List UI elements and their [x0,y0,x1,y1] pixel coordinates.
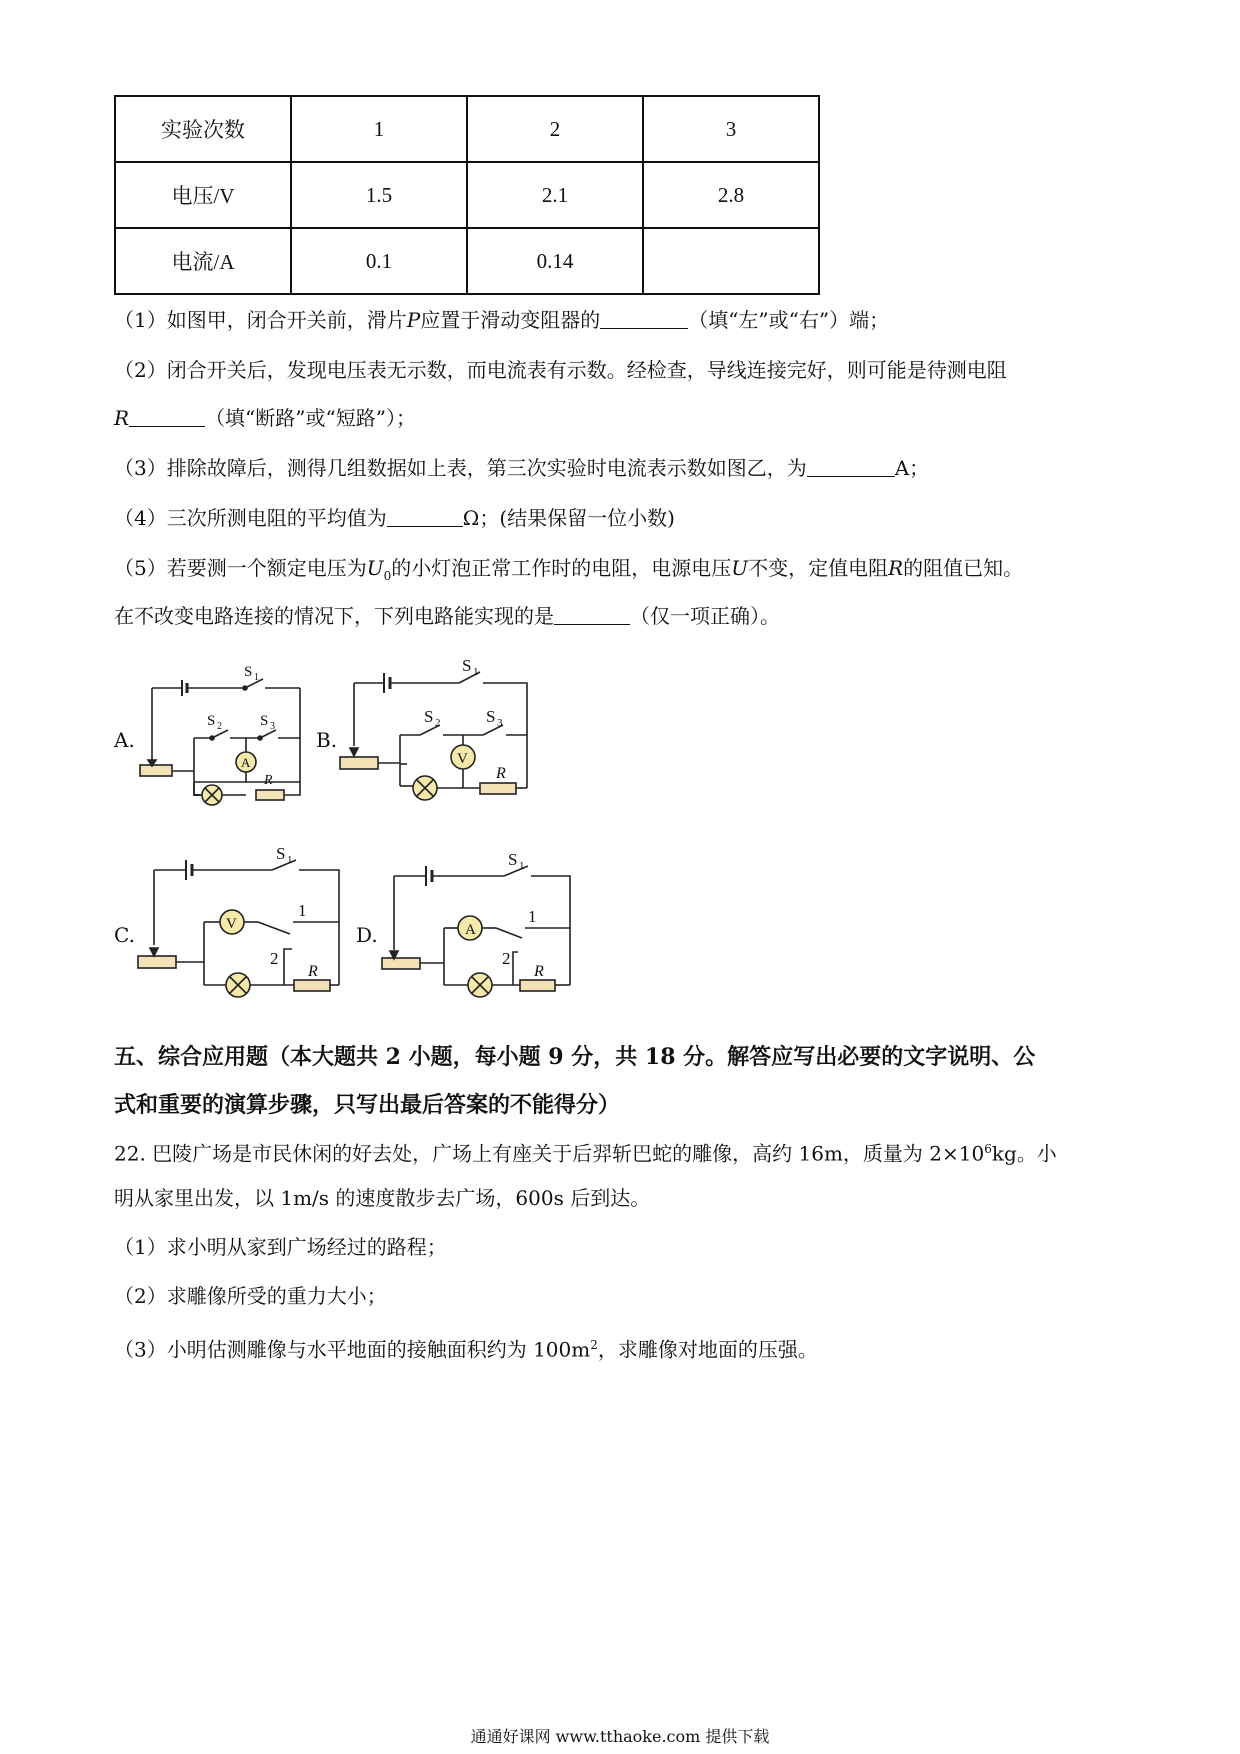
sup: 2 [590,1338,598,1352]
label-sub: 1 [254,672,259,683]
table-cell: 3 [643,96,819,162]
label-s1: S [276,844,286,863]
text: （3）小明估测雕像与水平地面的接触面积约为 100m [114,1337,591,1362]
var: U [366,556,384,580]
label-s2: S [424,707,434,726]
switch-pos-2: 2 [270,949,279,968]
text: 的小灯泡正常工作时的电阻，电源电压 [391,556,732,580]
label-sub: 2 [217,721,222,732]
text: 在不改变电路连接的情况下，下列电路能实现的是 [114,604,554,628]
footer: 通通好课网 www.tthaoke.com 提供下载 [470,1727,770,1746]
option-b-label: B. [316,728,338,752]
switch-pos-1: 1 [298,901,307,920]
text: （仅一项正确）。 [630,604,780,628]
text: kg。小 [991,1141,1057,1166]
var: U [731,556,749,580]
voltmeter-label: V [457,751,468,767]
voltmeter-label: V [226,916,237,932]
table-cell: 0.14 [467,228,643,294]
var: R [888,556,904,580]
table-cell: 1 [291,96,467,162]
question-22-sub1: （1）求小明从家到广场经过的路程； [114,1235,447,1259]
text: （填“断路”或“短路”）； [205,406,416,430]
label-sub: 1 [287,854,293,866]
table-cell: 2.1 [467,162,643,228]
label-sub: 3 [270,721,275,732]
var: P [406,308,421,332]
text: 应置于滑动变阻器的 [420,308,601,332]
switch-pos-1: 1 [528,907,537,926]
resistor-label: R [496,765,506,782]
text: （1）如图甲，闭合开关前，滑片 [114,308,407,332]
label-sub: 1 [473,666,479,678]
label-s1: S [244,664,253,680]
table-cell: 2.8 [643,162,819,228]
sup: 6 [984,1142,992,1156]
resistor-label: R [308,963,318,980]
question-22 [114,1136,1057,1167]
var: R [114,406,130,430]
label-s1: S [508,850,518,869]
text: （填“左”或“右”）端； [688,308,890,332]
ammeter-label: A [241,755,251,770]
table-cell: 2 [467,96,643,162]
resistor-label: R [264,773,273,788]
question-2: （2）闭合开关后，发现电压表无示数，而电流表有示数。经检查，导线连接完好，则可能是待测电阻 [114,358,1007,382]
text: 不变，定值电阻 [748,556,889,580]
option-a-label: A. [114,728,135,752]
label-s1: S [462,656,472,675]
circuit-a [140,679,300,805]
text: （5）若要测一个额定电压为 [114,556,367,580]
option-d-label: D. [356,923,378,947]
table-cell: 电压/V [115,162,291,228]
sub: 0 [383,569,392,583]
text: 的阻值已知。 [903,556,1024,580]
option-c-label: C. [114,923,135,947]
text: A； [894,456,930,480]
label-sub: 2 [435,717,441,729]
label-s2: S [207,713,216,729]
table-cell: 0.1 [291,228,467,294]
table-cell: 1.5 [291,162,467,228]
resistor-label: R [534,963,544,980]
ammeter-label: A [465,922,476,938]
label-sub: 3 [497,717,503,729]
section-heading-line1: 五、综合应用题（本大题共 2 小题，每小题 9 分，共 18 分。解答应写出必要的文字说明、公 [114,1044,1036,1070]
text: （3）排除故障后，测得几组数据如上表，第三次实验时电流表示数如图乙，为 [114,456,807,480]
switch-pos-2: 2 [502,949,511,968]
section-heading-line2: 式和重要的演算步骤，只写出最后答案的不能得分） [114,1092,621,1118]
text: ，求雕像对地面的压强。 [597,1337,818,1362]
text: （4）三次所测电阻的平均值为 [114,506,387,530]
label-s3: S [260,713,269,729]
label-s3: S [486,707,496,726]
text: Ω；(结果保留一位小数) [462,506,675,530]
label-sub: 1 [519,860,525,872]
question-22-sub2: （2）求雕像所受的重力大小； [114,1284,387,1308]
question-22-cont: 明从家里出发，以 1m/s 的速度散步去广场，600s 后到达。 [114,1186,651,1210]
text: 22. 巴陵广场是市民休闲的好去处，广场上有座关于后羿斩巴蛇的雕像，高约 16m，质量为 2×10 [114,1141,985,1166]
table-cell: 电流/A [115,228,291,294]
table-cell: 实验次数 [115,96,291,162]
question-22-sub3 [114,1332,818,1363]
